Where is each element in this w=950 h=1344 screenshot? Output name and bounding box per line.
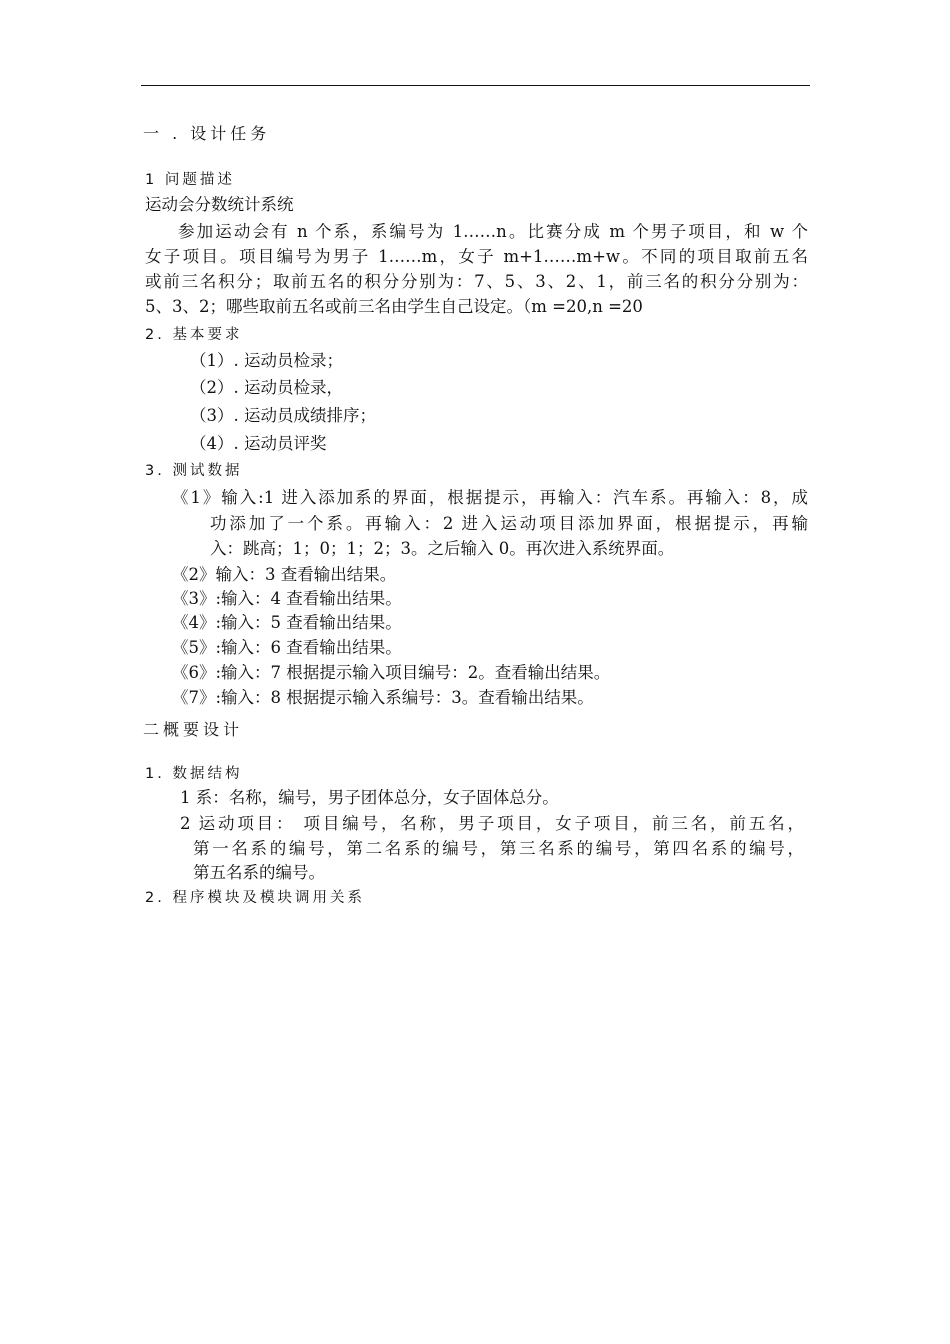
data-structure-item: 第五名系的编号。 bbox=[193, 863, 325, 882]
test-case-line: 《4》:输入：5 查看输出结果。 bbox=[172, 613, 402, 632]
data-structure-item: 1 系：名称，编号，男子团体总分，女子固体总分。 bbox=[180, 788, 559, 807]
section-heading-outline-design: 二概要设计 bbox=[143, 720, 244, 739]
paragraph-line: 女子项目。项目编号为男子 1……m，女子 m+1……m+w。不同的项目取前五名 bbox=[145, 247, 808, 266]
subheading-program-modules: 2. 程序模块及模块调用关系 bbox=[145, 890, 365, 906]
paragraph-line: 参加运动会有 n 个系，系编号为 1……n。比赛分成 m 个男子项目，和 w 个 bbox=[178, 222, 808, 241]
paragraph-line: 或前三名积分；取前五名的积分分别为：7、5、3、2、1，前三名的积分分别为： bbox=[145, 272, 808, 291]
subheading-test-data: 3. 测试数据 bbox=[145, 463, 243, 479]
subheading-basic-requirements: 2. 基本要求 bbox=[145, 327, 243, 343]
requirement-item: （1）. 运动员检录； bbox=[190, 351, 343, 370]
test-case-line: 《2》输入：3 查看输出结果。 bbox=[172, 565, 397, 584]
requirement-item: （2）. 运动员检录， bbox=[190, 378, 343, 397]
test-case-line: 《3》:输入：4 查看输出结果。 bbox=[172, 589, 402, 608]
subheading-problem-description: 1 问题描述 bbox=[145, 172, 235, 188]
test-case-line: 《6》:输入：7 根据提示输入项目编号：2。查看输出结果。 bbox=[172, 663, 611, 682]
paragraph-line: 5、3、2；哪些取前五名或前三名由学生自己设定。（m =20,n =20 bbox=[145, 297, 643, 316]
test-case-line: 《7》:输入：8 根据提示输入系编号：3。查看输出结果。 bbox=[172, 688, 594, 707]
section-heading-design-task: 一 . 设计任务 bbox=[143, 124, 271, 143]
subheading-data-structure: 1. 数据结构 bbox=[145, 766, 243, 782]
data-structure-item: 第一名系的编号，第二名系的编号，第三名系的编号，第四名系的编号， bbox=[193, 839, 804, 858]
document-title: 运动会分数统计系统 bbox=[145, 195, 294, 214]
test-case-line: 《5》:输入：6 查看输出结果。 bbox=[172, 638, 402, 657]
header-rule bbox=[141, 85, 810, 86]
test-case-line: 《1》输入:1 进入添加系的界面，根据提示，再输入：汽车系。再输入：8，成 bbox=[172, 488, 808, 507]
data-structure-item: 2 运动项目： 项目编号，名称，男子项目，女子项目，前三名，前五名， bbox=[180, 814, 804, 833]
requirement-item: （4）. 运动员评奖 bbox=[190, 434, 327, 453]
test-case-line: 入：跳高；1；0；1；2；3。之后输入 0。再次进入系统界面。 bbox=[210, 539, 675, 558]
test-case-line: 功添加了一个系。再输入：2 进入运动项目添加界面，根据提示，再输 bbox=[210, 514, 808, 533]
requirement-item: （3）. 运动员成绩排序； bbox=[190, 406, 376, 425]
